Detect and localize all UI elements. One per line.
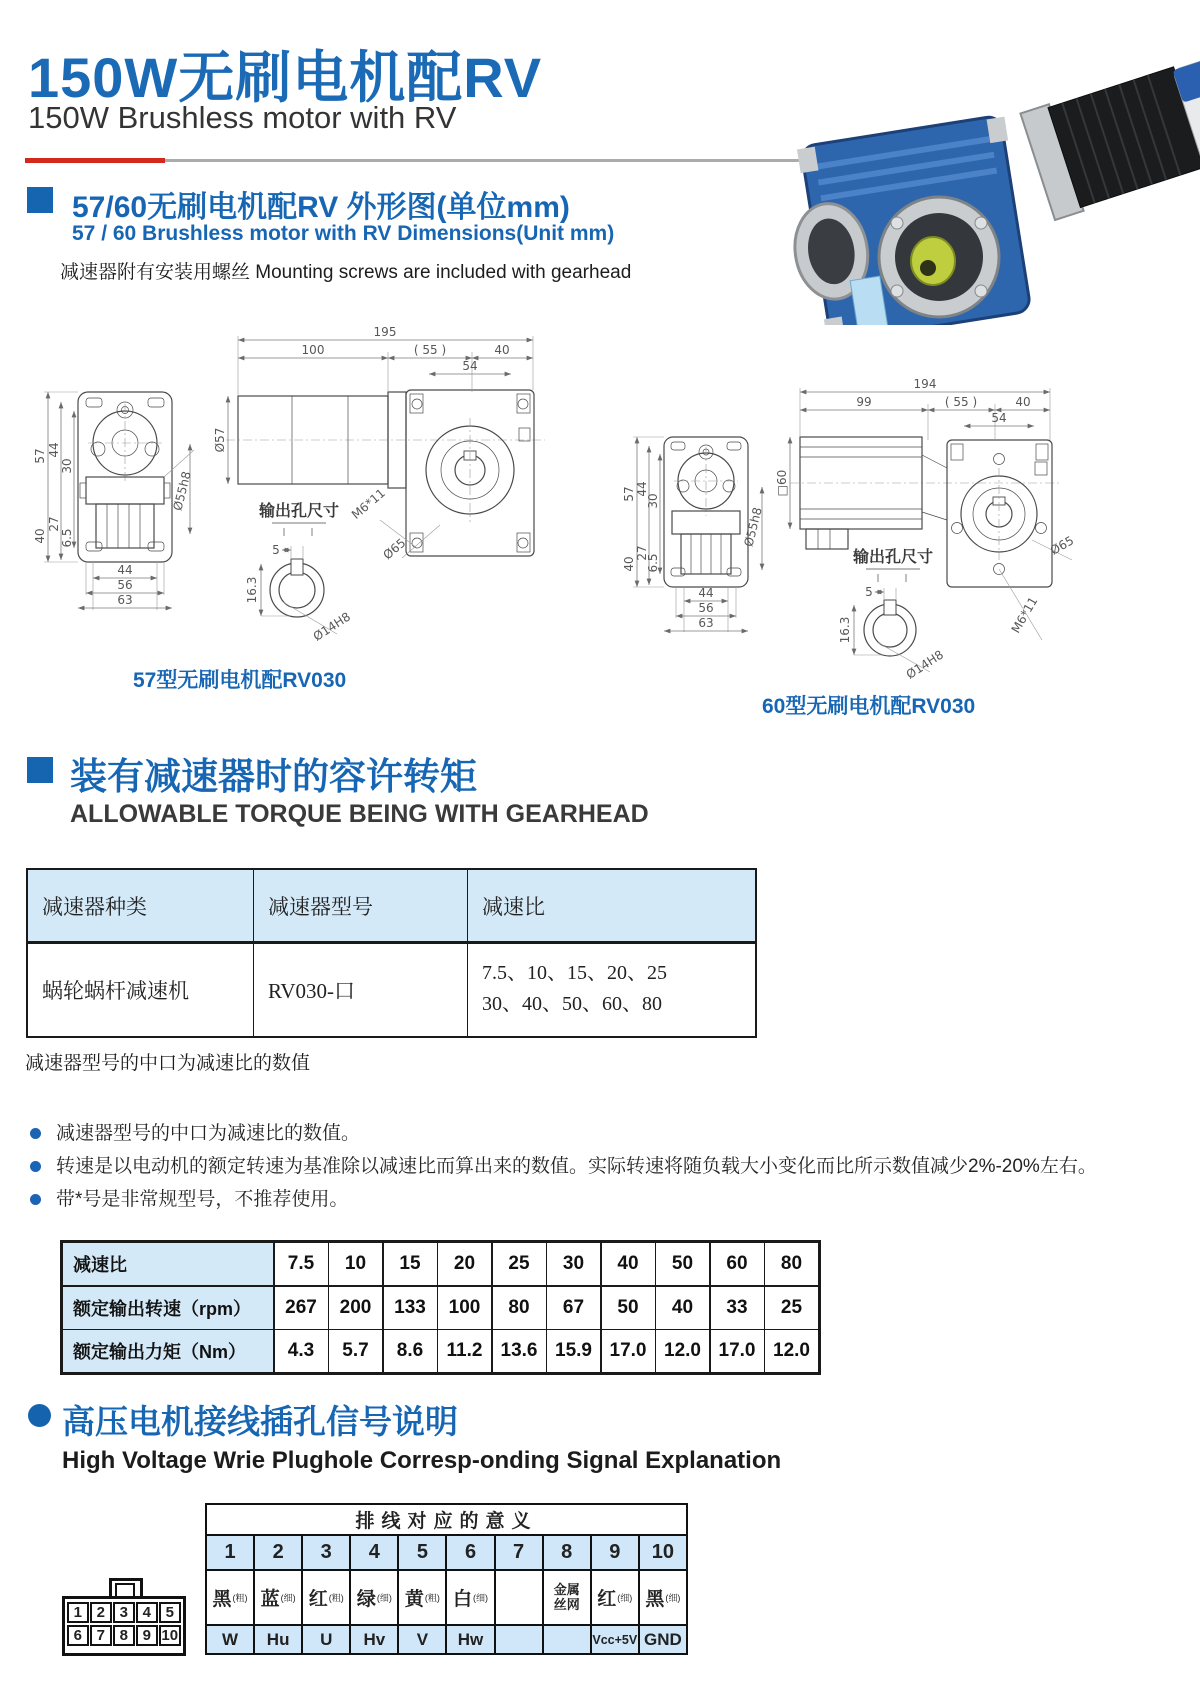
connector-pin: 10 (159, 1625, 181, 1646)
connector-icon (62, 1578, 186, 1652)
wire-color-cell (207, 1571, 253, 1624)
perf-speed: 133 (384, 1287, 437, 1329)
signal-cell: V (399, 1626, 445, 1653)
section-torque-bullet-square (27, 757, 53, 783)
drawing57-side-view (213, 325, 545, 562)
svg-text:30: 30 (646, 493, 660, 509)
page-title-en: 150W Brushless motor with RV (28, 100, 457, 135)
bullet-text: 转速是以电动机的额定转速为基准除以减速比而算出来的数值。实际转速将随负载大小变化而比所示数值减少2%-20%左右。 (56, 1155, 1097, 1177)
perf-ratio: 60 (711, 1243, 764, 1285)
perf-ratio: 30 (547, 1243, 600, 1285)
svg-text:194: 194 (913, 377, 937, 391)
wire-color-cell (592, 1571, 638, 1624)
perf-speed: 267 (275, 1287, 328, 1329)
connector-pin: 3 (113, 1602, 135, 1623)
svg-text:Ø65: Ø65 (1047, 533, 1077, 558)
perf-ratio: 25 (493, 1243, 546, 1285)
wire-color-cell (447, 1571, 493, 1624)
bullet-dot-icon (30, 1161, 41, 1172)
caption-60-type: 60型无刷电机配RV030 (762, 695, 976, 718)
wire-color: 红 (597, 1589, 617, 1610)
svg-text:40: 40 (33, 528, 47, 544)
perf-torque: 4.3 (275, 1330, 328, 1372)
svg-text:6.5: 6.5 (60, 528, 74, 548)
perf-ratio: 50 (656, 1243, 709, 1285)
pin-number: 4 (351, 1536, 397, 1569)
perf-ratio: 20 (438, 1243, 491, 1285)
perf-speed: 67 (547, 1287, 600, 1329)
perf-speed: 25 (765, 1287, 818, 1329)
section-wiring-bullet-dot (28, 1404, 51, 1427)
connector-pin-grid (67, 1602, 181, 1646)
wire-color-cell (496, 1571, 542, 1624)
perf-speed: 200 (329, 1287, 382, 1329)
perf-row2-label: 额定输出转速（rpm） (63, 1287, 273, 1329)
svg-text:63: 63 (698, 616, 714, 630)
pin-number: 7 (496, 1536, 542, 1569)
signal-cell (496, 1626, 542, 1653)
perf-torque: 11.2 (438, 1330, 491, 1372)
gearhead-col-ratio: 减速比 (467, 870, 755, 944)
wire-color: 黑 (212, 1589, 232, 1610)
svg-text:6.5: 6.5 (646, 553, 660, 573)
perf-speed: 50 (602, 1287, 655, 1329)
pin-number: 8 (544, 1536, 590, 1569)
svg-text:56: 56 (698, 601, 714, 615)
svg-text:40: 40 (494, 343, 510, 357)
signal-cell: GND (640, 1626, 686, 1653)
wire-color-cell (303, 1571, 349, 1624)
svg-text:输出孔尺寸: 输出孔尺寸 (852, 547, 934, 566)
divider-red-segment (25, 158, 165, 163)
svg-text:100: 100 (301, 343, 325, 357)
svg-text:Ø55h8: Ø55h8 (170, 469, 194, 513)
bullet-dot-icon (30, 1194, 41, 1205)
section-dim-heading-en: 57 / 60 Brushless motor with RV Dimensions(Unit mm) (72, 222, 615, 245)
list-item (30, 1190, 1180, 1211)
signal-cell (544, 1626, 590, 1653)
svg-text:30: 30 (60, 458, 74, 474)
connector-pin: 7 (90, 1625, 112, 1646)
perf-speed: 40 (656, 1287, 709, 1329)
signal-cell: Hw (447, 1626, 493, 1653)
perf-speed: 33 (711, 1287, 764, 1329)
section-wiring-heading-cn: 高压电机接线插孔信号说明 (62, 1403, 458, 1440)
gearhead-model-cell: RV030-口 (253, 944, 467, 1036)
svg-text:63: 63 (117, 593, 133, 607)
svg-text:54: 54 (462, 359, 478, 373)
wire-color-cell (351, 1571, 397, 1624)
svg-text:44: 44 (635, 481, 649, 497)
gearhead-col-type: 减速器种类 (28, 870, 253, 944)
svg-text:44: 44 (698, 586, 714, 600)
drawing60-side-view (775, 377, 1076, 640)
svg-text:M6*11: M6*11 (348, 485, 388, 522)
svg-text:44: 44 (47, 442, 61, 458)
section-dim-heading-cn: 57/60无刷电机配RV 外形图(单位mm) (72, 191, 570, 224)
perf-ratio: 40 (602, 1243, 655, 1285)
svg-text:Ø65: Ø65 (380, 535, 409, 563)
pin-number: 6 (447, 1536, 493, 1569)
list-item (30, 1124, 1180, 1145)
signal-cell: U (303, 1626, 349, 1653)
wire-gauge: (粗) (328, 1593, 344, 1603)
perf-torque: 8.6 (384, 1330, 437, 1372)
svg-text:输出孔尺寸: 输出孔尺寸 (258, 501, 340, 520)
section-wiring-heading-en: High Voltage Wrie Plughole Corresp-onding Signal Explanation (62, 1447, 782, 1474)
wire-color-cell (544, 1571, 590, 1624)
svg-text:( 55 ): ( 55 ) (413, 343, 447, 357)
drawing60-front-view (622, 437, 765, 632)
svg-text:195: 195 (373, 325, 397, 339)
mounting-screws-note: 减速器附有安装用螺丝 Mounting screws are included with gearhead (60, 262, 632, 283)
signal-cell: Vcc+5V (592, 1626, 638, 1653)
connector-pin: 1 (67, 1602, 89, 1623)
connector-pin: 8 (113, 1625, 135, 1646)
svg-text:5: 5 (865, 585, 873, 599)
caption-57-type: 57型无刷电机配RV030 (133, 669, 347, 692)
gearhead-ratio-cell (467, 944, 755, 1036)
perf-ratio: 7.5 (275, 1243, 328, 1285)
section-torque-heading-en: ALLOWABLE TORQUE BEING WITH GEARHEAD (70, 800, 649, 828)
perf-row1-label: 减速比 (63, 1243, 273, 1285)
wire-gauge: (粗) (232, 1593, 248, 1603)
bullet-text: 带*号是非常规型号，不推荐使用。 (56, 1188, 349, 1210)
svg-text:44: 44 (117, 563, 133, 577)
wire-color: 白 (453, 1589, 473, 1610)
perf-torque: 13.6 (493, 1330, 546, 1372)
page-title-cn: 150W无刷电机配RV (28, 46, 543, 109)
perf-speed: 100 (438, 1287, 491, 1329)
gearhead-table-note: 减速器型号的中口为减速比的数值 (25, 1053, 311, 1074)
connector-pin: 4 (136, 1602, 158, 1623)
drawing57-output-detail (245, 501, 353, 644)
svg-text:40: 40 (622, 556, 636, 572)
svg-text:99: 99 (856, 395, 872, 409)
perf-torque: 17.0 (602, 1330, 655, 1372)
wire-color-cell (640, 1571, 686, 1624)
svg-text:57: 57 (33, 448, 47, 464)
bullet-text: 减速器型号的中口为减速比的数值。 (56, 1123, 361, 1144)
wire-color: 蓝 (260, 1589, 280, 1610)
svg-text:Ø55h8: Ø55h8 (741, 505, 765, 549)
photo-motor (1020, 53, 1200, 220)
perf-ratio: 15 (384, 1243, 437, 1285)
perf-torque: 17.0 (711, 1330, 764, 1372)
perf-torque: 5.7 (329, 1330, 382, 1372)
wire-color: 黄 (404, 1589, 424, 1610)
perf-ratio: 80 (765, 1243, 818, 1285)
wire-gauge: (粗) (424, 1593, 440, 1603)
connector-pin: 2 (90, 1602, 112, 1623)
wire-gauge: (细) (473, 1593, 489, 1603)
svg-text:Ø57: Ø57 (213, 427, 227, 453)
svg-text:56: 56 (117, 578, 133, 592)
ratio-line-1: 7.5、10、15、20、25 (482, 962, 667, 984)
drawing60-output-detail (838, 547, 946, 682)
svg-text:( 55 ): ( 55 ) (944, 395, 978, 409)
signal-cell: W (207, 1626, 253, 1653)
connector-pin: 5 (159, 1602, 181, 1623)
gearhead-table (26, 868, 757, 1038)
svg-text:16.3: 16.3 (245, 576, 259, 604)
svg-text:□60: □60 (775, 469, 789, 497)
performance-table (60, 1240, 821, 1375)
wire-gauge: (细) (280, 1593, 296, 1603)
product-photo (745, 20, 1200, 325)
wire-color-cell (399, 1571, 445, 1624)
svg-text:27: 27 (635, 545, 649, 561)
drawing57-front-view (33, 392, 194, 610)
connector-pin: 9 (136, 1625, 158, 1646)
svg-text:54: 54 (991, 411, 1007, 425)
connector-pin: 6 (67, 1625, 89, 1646)
pin-number: 2 (255, 1536, 301, 1569)
svg-text:Ø14H8: Ø14H8 (310, 609, 353, 644)
pin-number: 9 (592, 1536, 638, 1569)
signal-cell: Hv (351, 1626, 397, 1653)
perf-ratio: 10 (329, 1243, 382, 1285)
notes-list (30, 1124, 1180, 1223)
gearhead-type-cell: 蜗轮蜗杆减速机 (42, 979, 189, 1003)
perf-speed: 80 (493, 1287, 546, 1329)
wire-gauge: (细) (665, 1593, 681, 1603)
pin-number: 1 (207, 1536, 253, 1569)
section-dim-bullet-square (27, 187, 53, 213)
svg-text:27: 27 (47, 516, 61, 532)
wire-color: 红 (308, 1589, 328, 1610)
bullet-dot-icon (30, 1128, 41, 1139)
gearhead-col-model: 减速器型号 (253, 870, 467, 944)
perf-torque: 12.0 (656, 1330, 709, 1372)
wire-color: 金属丝网 (553, 1581, 580, 1612)
pin-number: 5 (399, 1536, 445, 1569)
svg-text:57: 57 (622, 486, 636, 502)
perf-torque: 12.0 (765, 1330, 818, 1372)
pin-number: 10 (640, 1536, 686, 1569)
wire-color-cell (255, 1571, 301, 1624)
ratio-line-2: 30、40、50、60、80 (482, 993, 662, 1015)
signal-cell: Hu (255, 1626, 301, 1653)
wire-gauge: (细) (617, 1593, 633, 1603)
svg-text:16.3: 16.3 (838, 616, 852, 644)
perf-row3-label: 额定输出力矩（Nm） (63, 1330, 273, 1372)
svg-text:M6*11: M6*11 (1008, 594, 1041, 636)
wire-color: 绿 (356, 1589, 376, 1610)
wire-color: 黑 (645, 1589, 665, 1610)
wire-gauge: (细) (376, 1593, 392, 1603)
list-item (30, 1157, 1180, 1178)
svg-text:5: 5 (272, 543, 280, 557)
perf-torque: 15.9 (547, 1330, 600, 1372)
svg-text:40: 40 (1015, 395, 1031, 409)
section-torque-heading-cn: 装有减速器时的容许转矩 (70, 756, 477, 797)
wiring-table-title: 排线对应的意义 (207, 1505, 686, 1534)
divider-gray-segment (165, 159, 810, 162)
pin-number: 3 (303, 1536, 349, 1569)
wiring-table (205, 1503, 688, 1655)
svg-text:Ø14H8: Ø14H8 (903, 647, 946, 682)
